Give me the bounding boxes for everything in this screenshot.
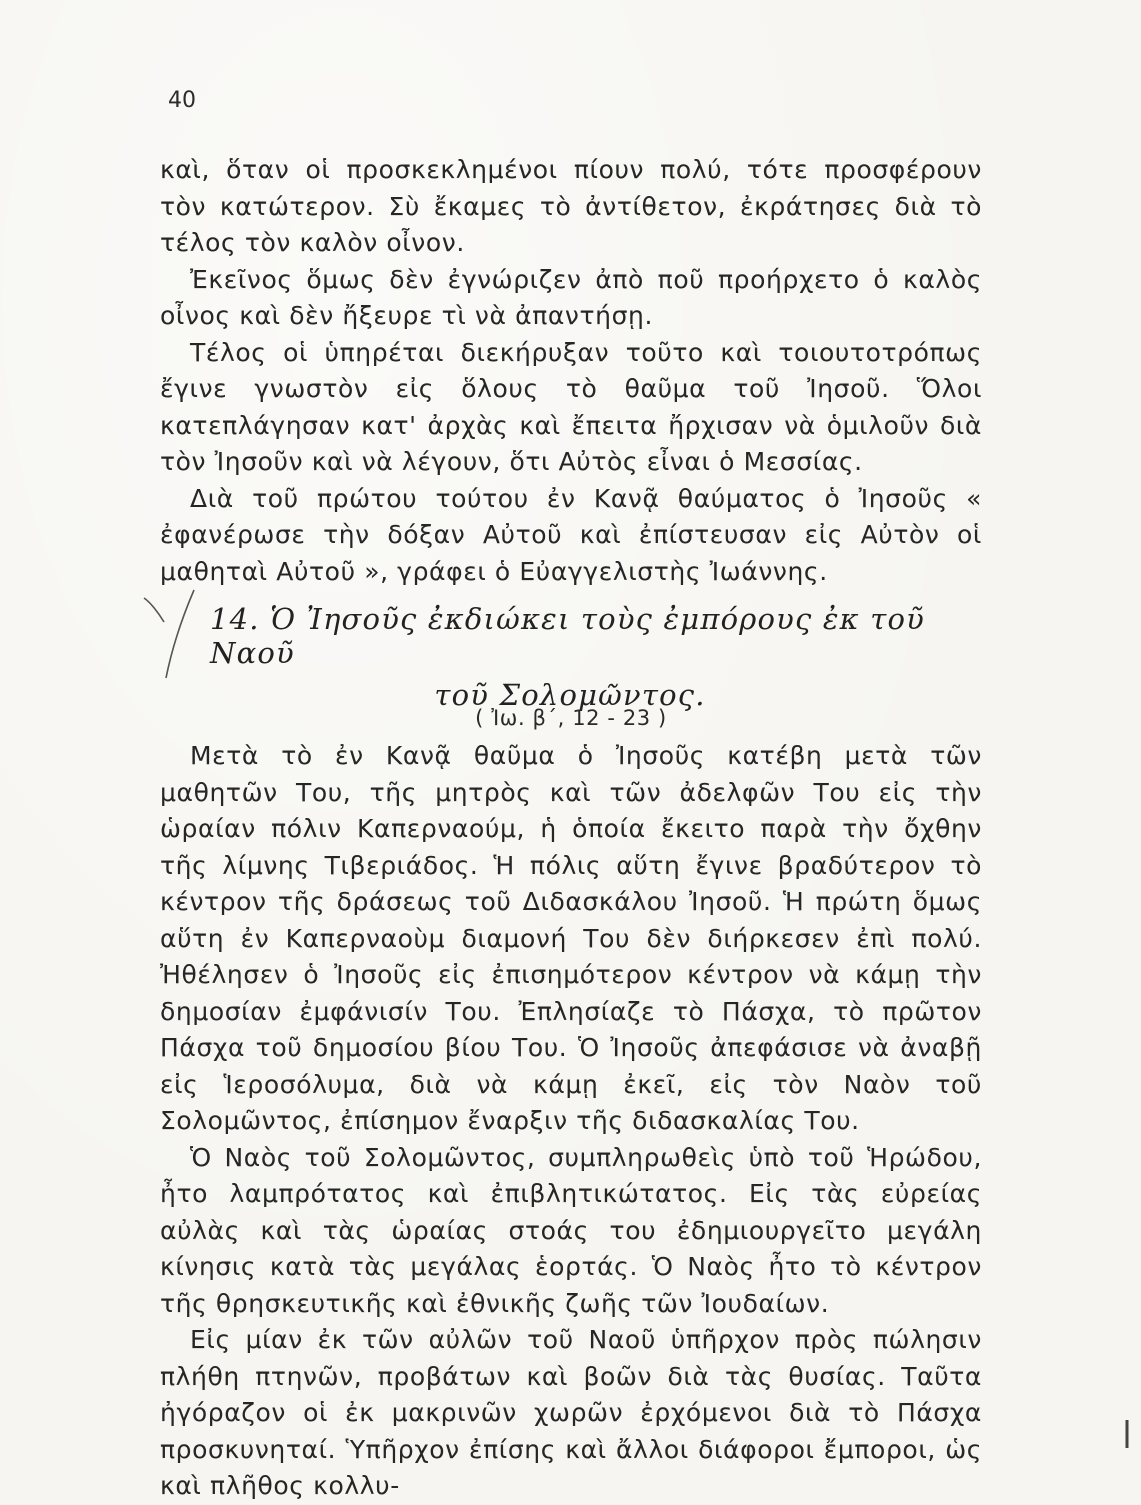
- paragraph: Εἰς μίαν ἐκ τῶν αὐλῶν τοῦ Ναοῦ ὑπῆρχον πρὸς πώλησιν πλήθη πτηνῶν, προβάτων καὶ βοῶν διὰ τὰς θυσίας. Ταῦτα ἠγόραζον οἱ ἐκ μακρινῶν χωρῶν ἐρχόμενοι διὰ τὸ Πάσχα προσκυνηταί. Ὑπῆρχον ἐπίσης καὶ ἄλλοι διάφοροι ἔμποροι, ὡς καὶ πλῆθος κολλυ-: [160, 1325, 982, 1500]
- scripture-reference: ( Ἰω. β΄, 12 - 23 ): [475, 706, 667, 730]
- margin-stray-mark: [1123, 1420, 1131, 1448]
- paragraph: Τέλος οἱ ὑπηρέται διεκήρυξαν τοῦτο καὶ τοιουτοτρόπως ἔγινε γνωστὸν εἰς ὅλους τὸ θαῦμα τοῦ Ἰησοῦ. Ὅλοι κατεπλάγησαν κατ' ἀρχὰς καὶ ἔπειτα ἤρχισαν νὰ ὁμιλοῦν διὰ τὸν Ἰησοῦν καὶ νὰ λέγουν, ὅτι Αὐτὸς εἶναι ὁ Μεσσίας.: [160, 337, 982, 476]
- bottom-text-block: [160, 738, 982, 1505]
- paragraph: Διὰ τοῦ πρώτου τούτου ἐν Κανᾷ θαύματος ὁ Ἰησοῦς « ἐφανέρωσε τὴν δόξαν Αὐτοῦ καὶ ἐπίστευσαν εἰς Αὐτὸν οἱ μαθηταὶ Αὐτοῦ », γράφει ὁ Εὐαγγελιστὴς Ἰωάννης.: [160, 483, 982, 586]
- section-heading-line2: τοῦ Σολομῶντος.: [434, 678, 706, 712]
- paragraph: Ἐκεῖνος ὅμως δὲν ἐγνώριζεν ἀπὸ ποῦ προήρχετο ὁ καλὸς οἶνος καὶ δὲν ἤξευρε τὶ νὰ ἀπαντήσῃ.: [160, 264, 982, 330]
- paragraph: καὶ, ὅταν οἱ προσκεκλημένοι πίουν πολύ, τότε προσφέρουν τὸν κατώτερον. Σὺ ἔκαμες τὸ ἀντίθετον, ἐκράτησες διὰ τὸ τέλος τὸν καλὸν οἶνον.: [160, 155, 982, 257]
- section-heading: [210, 602, 970, 712]
- pencil-checkmark-annotation: [142, 588, 202, 680]
- section-heading-line1: 14. Ὁ Ἰησοῦς ἐκδιώκει τοὺς ἐμπόρους ἐκ τοῦ Ναοῦ: [210, 602, 925, 670]
- page-number: 40: [168, 88, 196, 113]
- paragraph: Μετὰ τὸ ἐν Κανᾷ θαῦμα ὁ Ἰησοῦς κατέβη μετὰ τῶν μαθητῶν Του, τῆς μητρὸς καὶ τῶν ἀδελφῶν Του εἰς τὴν ὡραίαν πόλιν Καπερναούμ, ἡ ὁποία ἔκειτο παρὰ τὴν ὄχθην τῆς λίμνης Τιβεριάδος. Ἡ πόλις αὕτη ἔγινε βραδύτερον τὸ κέντρον τῆς δράσεως τοῦ Διδασκάλου Ἰησοῦ. Ἡ πρώτη ὅμως αὕτη ἐν Καπερναοὺμ διαμονή Του δὲν διήρκεσεν ἐπὶ πολύ. Ἠθέλησεν ὁ Ἰησοῦς εἰς ἐπισημότερον κέντρον νὰ κάμῃ τὴν δημοσίαν ἐμφάνισίν Του. Ἐπλησίαζε τὸ Πάσχα, τὸ πρῶτον Πάσχα τοῦ δημοσίου βίου Του. Ὁ Ἰησοῦς ἀπεφάσισε νὰ ἀναβῇ εἰς Ἱεροσόλυμα, διὰ νὰ κάμῃ ἐκεῖ, εἰς τὸν Ναὸν τοῦ Σολομῶντος, ἐπίσημον ἔναρξιν τῆς διδασκαλίας Του.: [160, 741, 982, 1135]
- top-text-block: [160, 152, 982, 590]
- paragraph: Ὁ Ναὸς τοῦ Σολομῶντος, συμπληρωθεὶς ὑπὸ τοῦ Ἡρώδου, ἦτο λαμπρότατος καὶ ἐπιβλητικώτατος. Εἰς τὰς εὐρείας αὐλὰς καὶ τὰς ὡραίας στοάς του ἐδημιουργεῖτο μεγάλη κίνησις κατὰ τὰς μεγάλας ἑορτάς. Ὁ Ναὸς ἦτο τὸ κέντρον τῆς θρησκευτικῆς καὶ ἐθνικῆς ζωῆς τῶν Ἰουδαίων.: [160, 1142, 982, 1318]
